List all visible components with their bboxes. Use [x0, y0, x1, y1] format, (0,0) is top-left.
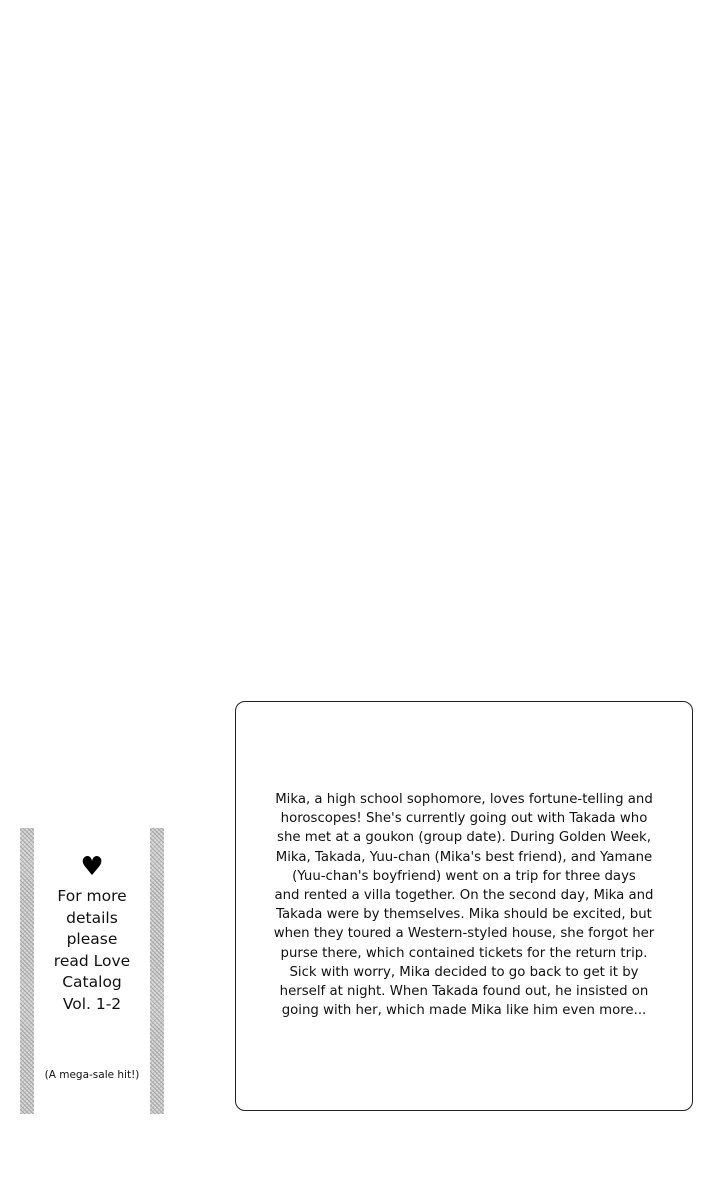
promo-text: For more details please read Love Catalog Vol. 1-2 — [53, 887, 131, 1013]
heart-icon: ♥ — [80, 852, 104, 882]
promo-panel — [20, 828, 164, 1114]
story-summary-box — [235, 701, 693, 1111]
promo-note: (A mega-sale hit!) — [44, 1069, 140, 1081]
story-summary-text: Mika, a high school sophomore, loves fortune-telling and horoscopes! She's currently going out with Takada who she met at a goukon (group date). During Golden Week, Mika, Takada, Yuu-chan (Mika's best friend), and Yamane (Yuu-chan's boyfriend) went on a trip for three days and rented a villa together. On the second day, Mika and Takada were by themselves. Mika should be excited, but when they toured a Western-styled house, she forgot her purse there, which contained tickets for the return trip. Sick with worry, Mika decided to go back to get it by herself at night. When Takada found out, he insisted on going with her, which made Mika like him even more... — [273, 792, 655, 1019]
